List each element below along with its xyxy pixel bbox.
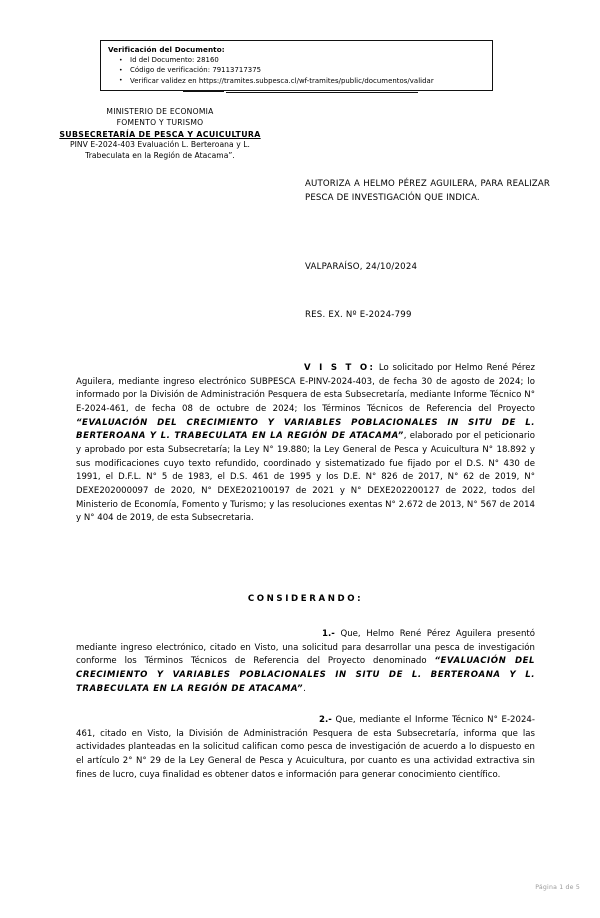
visto-text-before: Lo solicitado por Helmo René Pérez Aguilera, mediante ingreso electrónico SUBPESCA E-PINV-2024-403, de fecha 30 de agosto de 2024; lo informado por la División de Administración Pesquera de esta Subsecretaría, mediante Informe Técnico N° E-2024-461, de fecha 08 de octubre de 2024; los Términos Técnicos de Referencia del Proyecto — [76, 363, 535, 415]
verification-item-code — [119, 65, 487, 75]
visto-paragraph — [76, 362, 535, 526]
considerando-1-number: 1.- — [322, 629, 335, 639]
verification-box — [100, 40, 493, 91]
letterhead-ministry: MINISTERIO DE ECONOMIA — [106, 107, 214, 116]
verification-item-url — [119, 76, 487, 86]
verification-title: Verificación del Documento: — [108, 45, 225, 54]
considerando-2-number: 2.- — [319, 715, 332, 725]
letterhead-project-line2: Trabeculata en la Región de Atacama”. — [85, 151, 235, 161]
document-subject: AUTORIZA A HELMO PÉREZ AGUILERA, PARA REALIZAR PESCA DE INVESTIGACIÓN QUE INDICA. — [305, 179, 550, 203]
visto-keyword: V I S T O: — [304, 363, 376, 373]
visto-text-after: , elaborado por el peticionario y aprobado por esta Subsecretaría; la Ley N° 19.880; la Ley General de Pesca y Acuicultura N° 18.892 y sus modificaciones cuyo texto refundido, coordinado y sistematizado fue fijado por el D.S. N° 430 de 1991, el D.F.L. N° 5 de 1983, el D.S. 461 de 1995 y los D.E. N° 826 de 2017, N° 62 de 2019, N° DEXE202000097 de 2020, N° DEXE202100197 de 2021 y N° DEXE202200127 de 2022, todos del Ministerio de Economía, Fomento y Turismo; y las resoluciones exentas N° 2.672 de 2013, N° 567 de 2014 y N° 404 de 2019, de esta Subsecretaria. — [76, 431, 535, 524]
letterhead-project-line1: PINV E-2024-403 Evaluación L. Berteroana y L. — [70, 140, 250, 150]
verification-item-text: Código de verificación: 79113717375 — [130, 66, 262, 75]
verification-item-document-id — [119, 55, 487, 65]
visto-project-title: “EVALUACIÓN DEL CRECIMIENTO Y VARIABLES POBLACIONALES IN SITU DE L. BERTEROANA Y L. TRABECULATA EN LA REGIÓN DE ATACAMA” — [76, 417, 535, 442]
header-rule-left — [183, 91, 224, 92]
considerando-1-project-title: “EVALUACIÓN DEL CRECIMIENTO Y VARIABLES POBLACIONALES IN SITU DE L. BERTEROANA Y L. TRABECULATA EN LA REGIÓN DE ATACAMA” — [76, 656, 535, 694]
verification-item-text: Verificar validez en https://tramites.subpesca.cl/wf-tramites/public/documentos/validar — [130, 76, 434, 85]
place-and-date: VALPARAÍSO, 24/10/2024 — [305, 262, 418, 272]
considerando-2-text-before: Que, mediante el Informe Técnico N° E-2024-461, citado en Visto, la División de Administración Pesquera de esta Subsecretaría, informa que las actividades planteadas en la solicitud califican como pesca de investigación de acuerdo a lo dispuesto en el artículo 2° N° 29 de la Ley General de Pesca y Acuicultura, por cuanto es una actividad extractiva sin fines de lucro, cuya finalidad es obtener datos e información para generar conocimiento científico. — [76, 715, 535, 780]
bullet-icon: • — [119, 56, 123, 64]
verification-list — [108, 55, 487, 86]
considerando-item-1 — [76, 628, 535, 696]
considerando-1-text-before: Que, Helmo René Pérez Aguilera presentó mediante ingreso electrónico, citado en Visto, una solicitud para desarrollar una pesca de investigación conforme los Términos Técnicos de Referencia del Proyecto denominado — [76, 629, 535, 667]
considerando-item-2 — [76, 714, 535, 782]
letterhead-organization: SUBSECRETARÍA DE PESCA Y ACUICULTURA — [59, 129, 261, 139]
bullet-icon: • — [119, 66, 123, 74]
letterhead — [20, 107, 300, 162]
considerando-heading: CONSIDERANDO: — [247, 594, 364, 604]
bullet-icon: • — [119, 77, 123, 85]
considerando-1-text-after: . — [303, 683, 306, 694]
resolution-number: RES. EX. Nº E-2024-799 — [305, 310, 412, 320]
letterhead-department: FOMENTO Y TURISMO — [116, 117, 204, 127]
page-footer: Página 1 de 5 — [535, 884, 580, 891]
verification-item-text: Id del Documento: 28160 — [130, 56, 219, 64]
header-rule-right — [226, 92, 418, 93]
